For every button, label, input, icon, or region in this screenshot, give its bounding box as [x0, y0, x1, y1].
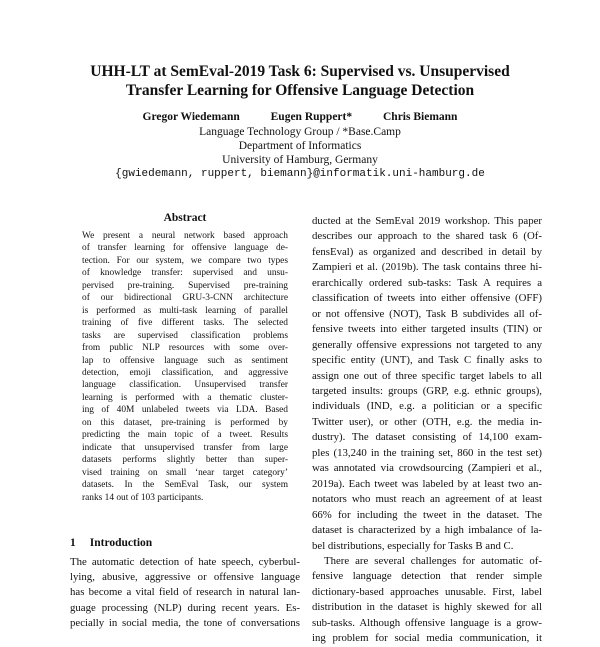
paper-title [40, 62, 560, 100]
text-line: 66% for including the tweet in the dataset. The [312, 508, 542, 521]
text-line: is performed as multi-task learning of parallel [82, 305, 288, 316]
affiliation-line-3: University of Hamburg, Germany [222, 154, 378, 166]
section-title: Introduction [89, 537, 153, 549]
text-line: pervised pre-training. Supervised pre-training [82, 280, 288, 291]
text-line: indicate that unsupervised transfer from large [82, 442, 288, 453]
affiliation-line-1: Language Technology Group / *Base.Camp [199, 126, 401, 138]
text-line: of our bidirectional GRU-3-CNN architecture [82, 293, 288, 304]
section-number: 1 [70, 537, 76, 549]
text-line: was annotated via crowdsourcing (Zampieri et al., [312, 462, 542, 475]
text-line: assign one out of three specific target labels to all [312, 369, 542, 382]
text-line: targeted insults: groups (GRP, e.g. ethnic groups), [312, 384, 542, 397]
text-line: datasets. In the SemEval Task, our system [82, 480, 288, 491]
right-column [312, 214, 542, 647]
text-line: We present a neural network based approach [82, 231, 288, 241]
text-line: vised training on small ‘near target category’ [82, 467, 288, 478]
author-3: Chris Biemann [383, 111, 458, 123]
text-line: of knowledge transfer: supervised and unsu- [82, 268, 288, 279]
text-line: specific entity (UNT), and Task C finally asks to [312, 354, 542, 367]
text-line: distribution in the dataset is highly skewed for all [312, 601, 542, 614]
text-line: detection, emoji classification, and aggressive [82, 367, 288, 378]
title-line-2: Transfer Learning for Offensive Language Detection [125, 82, 475, 99]
text-line: The automatic detection of hate speech, cyberbul- [70, 556, 300, 568]
text-line: tasks are supervised classification problems [82, 330, 288, 341]
text-line: learning is performed with a thematic cluster- [82, 392, 288, 403]
text-line: on this dataset, pre-training is performed by [82, 417, 288, 428]
text-line: generally offensive expressions not targeted to any [312, 338, 542, 351]
abstract-body [82, 230, 288, 504]
section-heading-introduction [70, 537, 166, 549]
text-line: lap to offensive language such as sentiment [82, 355, 288, 366]
text-line: has become a vital field of research in natural lan- [70, 586, 300, 599]
author-block [40, 110, 560, 181]
text-line: datasets performs slightly better than super- [82, 455, 288, 466]
author-names [40, 110, 560, 124]
text-line: There are several challenges for automatic of- [324, 554, 542, 567]
text-line: training of five different tasks. The selected [82, 318, 288, 329]
text-line: describes our approach to the shared task 6 (Of- [312, 230, 542, 243]
text-line: sub-tasks. Although offensive language is a grow- [312, 616, 542, 629]
title-line-1: UHH-LT at SemEval-2019 Task 6: Supervised vs. Unsupervised [90, 63, 510, 80]
right-paragraph-2 [312, 554, 542, 647]
text-line: ples (13,240 in the training set, 860 in the test set) [312, 446, 542, 459]
text-line: classification of tweets into either offensive (OFF) [312, 292, 542, 305]
text-line: ing problem for social media communication, it [312, 632, 542, 645]
text-line: from public NLP resources with some over- [82, 343, 288, 354]
text-line: language classification. Unsupervised transfer [82, 380, 288, 391]
text-line: of transfer learning for offensive language de- [82, 243, 288, 254]
text-line: or not offensive (NOT), Task B subdivides all of- [312, 307, 542, 320]
author-2: Eugen Ruppert* [270, 111, 353, 123]
text-line: notators who must reach an agreement of at least [312, 493, 542, 506]
text-line: ranks 14 out of 103 participants. [82, 492, 204, 503]
introduction-paragraph [70, 555, 300, 631]
text-line: fensEval) as organized and described in detail by [312, 245, 542, 258]
text-line: pecially in social media, the tone of conversations [70, 616, 300, 629]
text-line: individuals (IND, e.g. a politician or a specific [312, 400, 542, 413]
text-line: dustry). The dataset consisting of 14,100 exam- [312, 431, 542, 444]
text-line: predicting the main topic of a tweet. Results [82, 430, 288, 441]
text-line: dictionary-based approaches unusable. First, label [312, 585, 542, 598]
text-line: Zampieri et al. (2019b). The task contains three hi- [312, 261, 542, 274]
text-line: fensive language detection that render simple [312, 570, 542, 583]
author-emails: {gwiedemann, ruppert, biemann}@informatik.uni-hamburg.de [115, 168, 485, 180]
abstract-heading: Abstract [163, 212, 207, 224]
text-line: ducted at the SemEval 2019 workshop. This paper [312, 215, 542, 227]
author-1: Gregor Wiedemann [142, 111, 240, 123]
text-line: guage processing (NLP) during recent years. Es- [70, 601, 300, 614]
text-line: Twitter user), or other (OTH, e.g. the media in- [312, 415, 542, 428]
left-column [70, 212, 300, 504]
affiliation-line-2: Department of Informatics [238, 140, 362, 152]
text-line: ing of 40M unlabeled tweets via LDA. Based [82, 405, 288, 416]
text-line: tection. For our system, we compare two types [82, 255, 288, 266]
text-line: 2019a). Each tweet was labeled by at least two an- [312, 477, 542, 490]
text-line: dataset is characterized by a high imbalance of la- [312, 524, 542, 537]
text-line: lying, abusive, aggressive or offensive language [70, 571, 300, 584]
right-paragraph-1 [312, 214, 542, 554]
text-line: erarchically ordered sub-tasks: Task A requires a [312, 276, 542, 289]
text-line: fensive tweets into either targeted insults (TIN) or [312, 323, 542, 336]
text-line: bel distributions, especially for Tasks B and C. [312, 539, 514, 552]
